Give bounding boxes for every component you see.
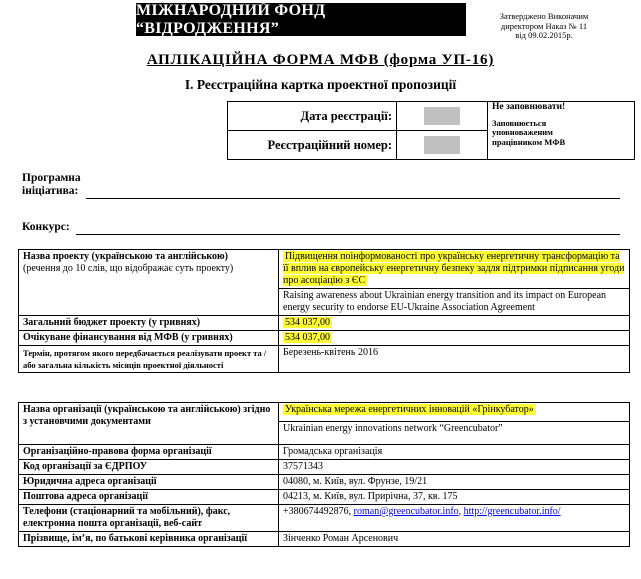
registration-number-label: Реєстраційний номер: bbox=[228, 131, 397, 160]
edrpou-label: Код організації за ЄДРПОУ bbox=[19, 460, 279, 475]
approval-line: Затверджено Виконачим bbox=[499, 11, 589, 21]
edrpou-value[interactable]: 37571343 bbox=[279, 460, 630, 475]
website-link[interactable]: http://greencubator.info/ bbox=[463, 506, 561, 517]
contact-separator: , bbox=[458, 506, 462, 517]
registration-note-line: Заповнюється bbox=[492, 117, 547, 128]
term-label: Термін, протягом якого передбачається реалізувати проект та / або загальна кількість місяців проектної діяльності bbox=[19, 346, 279, 373]
approval-line: від 09.02.2015р. bbox=[515, 30, 573, 40]
registration-date-placeholder bbox=[424, 107, 460, 125]
head-label: Прізвище, ім’я, по батькові керівника організації bbox=[19, 532, 279, 547]
legal-form-value[interactable]: Громадська організація bbox=[279, 445, 630, 460]
funding-value-cell[interactable] bbox=[279, 331, 630, 346]
project-name-hint: (речення до 10 слів, що відображає суть проекту) bbox=[23, 263, 234, 274]
postal-address-value[interactable]: 04213, м. Київ, вул. Прирічна, 37, кв. 175 bbox=[279, 490, 630, 505]
term-value: Березень-квітень 2016 bbox=[283, 347, 378, 358]
org-name-ua-cell[interactable] bbox=[279, 403, 630, 422]
org-name-en-cell[interactable] bbox=[279, 422, 630, 445]
legal-form-label: Організаційно-правова форма організації bbox=[19, 445, 279, 460]
funding-label: Очікуване фінансування від МФВ (у гривнях) bbox=[19, 331, 279, 346]
contest-label: Конкурс: bbox=[22, 221, 70, 233]
org-name-en: Ukrainian energy innovations network “Greencubator” bbox=[283, 423, 503, 434]
organization-table bbox=[18, 402, 630, 547]
term-value-cell[interactable] bbox=[279, 346, 630, 373]
project-name-en: Raising awareness about Ukrainian energy transition and its impact on European energy security to endorse EU-Ukraine Association Agreement bbox=[283, 290, 607, 313]
project-name-en-cell[interactable] bbox=[279, 289, 630, 316]
org-name-label: Назва організації (українською та англійською) згідно з установчими документами bbox=[19, 403, 279, 445]
project-name-ua: Підвищення поінформованості про українську енергетичну трансформацію та її вплив на європейську енергетичну безпеку задля підтримки підписання угоди про асоціацію з ЄС bbox=[283, 251, 625, 286]
email-link[interactable]: roman@greencubator.info bbox=[353, 506, 459, 517]
project-name-label-cell bbox=[19, 250, 279, 316]
registration-note-title: Не заповнювати! bbox=[492, 102, 566, 112]
registration-number-placeholder bbox=[424, 136, 460, 154]
programme-label bbox=[22, 172, 81, 198]
contest-input-line[interactable] bbox=[76, 234, 620, 235]
foundation-banner: МІЖНАРОДНИЙ ФОНД “ВІДРОДЖЕННЯ” bbox=[136, 3, 466, 36]
registration-table bbox=[227, 101, 635, 160]
contacts-label: Телефони (стаціонарний та мобільний), факс, електронна пошта організації, веб-сайт bbox=[19, 505, 279, 532]
budget-value-cell[interactable] bbox=[279, 316, 630, 331]
registration-note bbox=[488, 102, 635, 160]
budget-label: Загальний бюджет проекту (у гривнях) bbox=[19, 316, 279, 331]
project-table bbox=[18, 249, 630, 373]
project-name-ua-cell[interactable] bbox=[279, 250, 630, 289]
project-name-label: Назва проекту (українською та англійською) bbox=[23, 251, 228, 262]
registration-date-label: Дата реєстрації: bbox=[228, 102, 397, 131]
head-value[interactable]: Зінченко Роман Арсенович bbox=[279, 532, 630, 547]
approval-line: директором Наказ № 11 bbox=[500, 20, 588, 31]
phone-value: +380674492876, bbox=[283, 506, 352, 517]
registration-date-box bbox=[397, 102, 488, 131]
programme-input-line[interactable] bbox=[86, 198, 620, 199]
legal-address-value[interactable]: 04080, м. Київ, вул. Фрунзе, 19/21 bbox=[279, 475, 630, 490]
registration-note-line: уповноваженим bbox=[492, 127, 553, 137]
registration-note-line: працівником МФВ bbox=[492, 136, 566, 147]
form-title-text: АПЛІКАЦІЙНА ФОРМА МФВ (форма УП-16) bbox=[146, 52, 495, 68]
programme-label-line: Програмна bbox=[22, 172, 81, 184]
approval-note bbox=[494, 12, 594, 41]
programme-label-line: ініціатива: bbox=[22, 185, 79, 197]
section-subtitle: І. Реєстраційна картка проектної пропозиції bbox=[184, 77, 457, 92]
contacts-value-cell bbox=[279, 505, 630, 532]
registration-number-box bbox=[397, 131, 488, 160]
funding-value: 534 037,00 bbox=[285, 332, 330, 343]
budget-value: 534 037,00 bbox=[285, 317, 330, 328]
postal-address-label: Поштова адреса організації bbox=[19, 490, 279, 505]
org-name-ua: Українська мережа енергетичних інновацій «Грінкубатор» bbox=[285, 404, 534, 415]
legal-address-label: Юридична адреса організації bbox=[19, 475, 279, 490]
form-title bbox=[0, 52, 641, 69]
